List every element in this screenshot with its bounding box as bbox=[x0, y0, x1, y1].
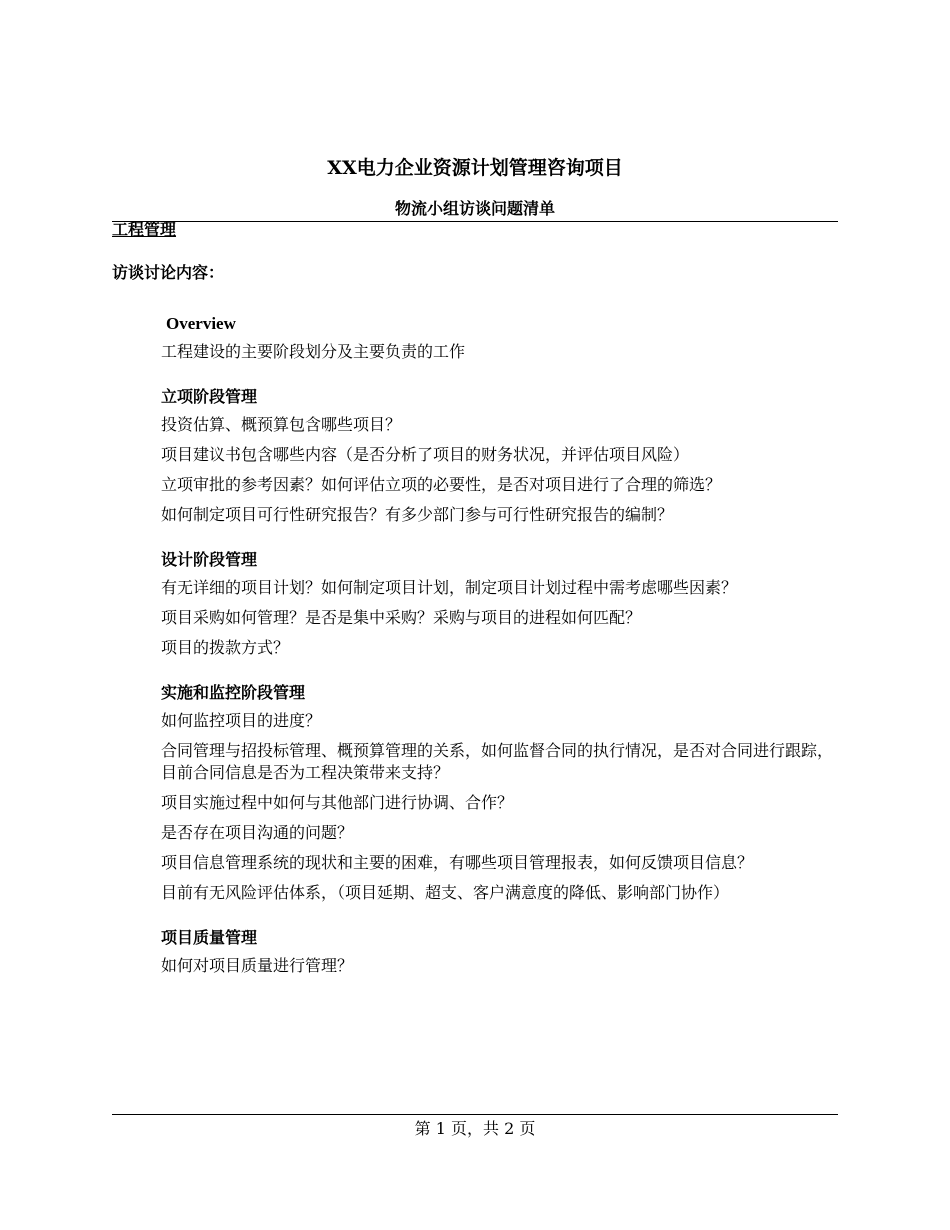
question-block-quality bbox=[161, 927, 851, 977]
block-heading: 实施和监控阶段管理 bbox=[161, 683, 306, 702]
question-block-design bbox=[161, 549, 851, 659]
question-item: 项目采购如何管理？是否是集中采购？采购与项目的进程如何匹配？ bbox=[161, 608, 642, 627]
footer-divider bbox=[112, 1114, 838, 1115]
question-item: 项目信息管理系统的现状和主要的困难，有哪些项目管理报表，如何反馈项目信息？ bbox=[161, 853, 754, 872]
question-item: 如何监控项目的进度？ bbox=[161, 711, 322, 730]
question-block-initiation bbox=[161, 386, 851, 526]
question-block-overview bbox=[161, 313, 851, 363]
page-number: 第 1 页，共 2 页 bbox=[414, 1119, 536, 1138]
question-item: 项目建议书包含哪些内容（是否分析了项目的财务状况，并评估项目风险） bbox=[161, 445, 690, 464]
question-block-execution bbox=[161, 682, 851, 904]
question-item: 投资估算、概预算包含哪些项目？ bbox=[161, 415, 402, 434]
question-content bbox=[161, 313, 851, 985]
document-title: XX电力企业资源计划管理咨询项目 bbox=[327, 157, 623, 179]
block-heading: 立项阶段管理 bbox=[161, 387, 258, 406]
question-item: 项目实施过程中如何与其他部门进行协调、合作？ bbox=[161, 793, 514, 812]
question-item: 立项审批的参考因素？如何评估立项的必要性，是否对项目进行了合理的筛选？ bbox=[161, 475, 722, 494]
question-item: 工程建设的主要阶段划分及主要负责的工作 bbox=[161, 342, 466, 361]
question-item: 是否存在项目沟通的问题？ bbox=[161, 823, 354, 842]
document-subtitle: 物流小组访谈问题清单 bbox=[394, 199, 555, 218]
question-item: 合同管理与招投标管理、概预算管理的关系，如何监督合同的执行情况，是否对合同进行跟踪，目前合同信息是否为工程决策带来支持？ bbox=[161, 741, 834, 782]
question-item: 目前有无风险评估体系，（项目延期、超支、客户满意度的降低、影响部门协作） bbox=[161, 883, 730, 902]
question-item: 如何制定项目可行性研究报告？有多少部门参与可行性研究报告的编制？ bbox=[161, 505, 674, 524]
discussion-label: 访谈讨论内容： bbox=[112, 263, 225, 282]
block-heading: 设计阶段管理 bbox=[161, 550, 258, 569]
block-heading: 项目质量管理 bbox=[161, 928, 258, 947]
header-divider bbox=[112, 221, 838, 222]
question-item: 如何对项目质量进行管理？ bbox=[161, 956, 354, 975]
question-item: 有无详细的项目计划？如何制定项目计划，制定项目计划过程中需考虑哪些因素？ bbox=[161, 578, 738, 597]
block-heading: Overview bbox=[166, 314, 236, 333]
question-item: 项目的拨款方式？ bbox=[161, 638, 290, 657]
section-name: 工程管理 bbox=[112, 220, 177, 239]
